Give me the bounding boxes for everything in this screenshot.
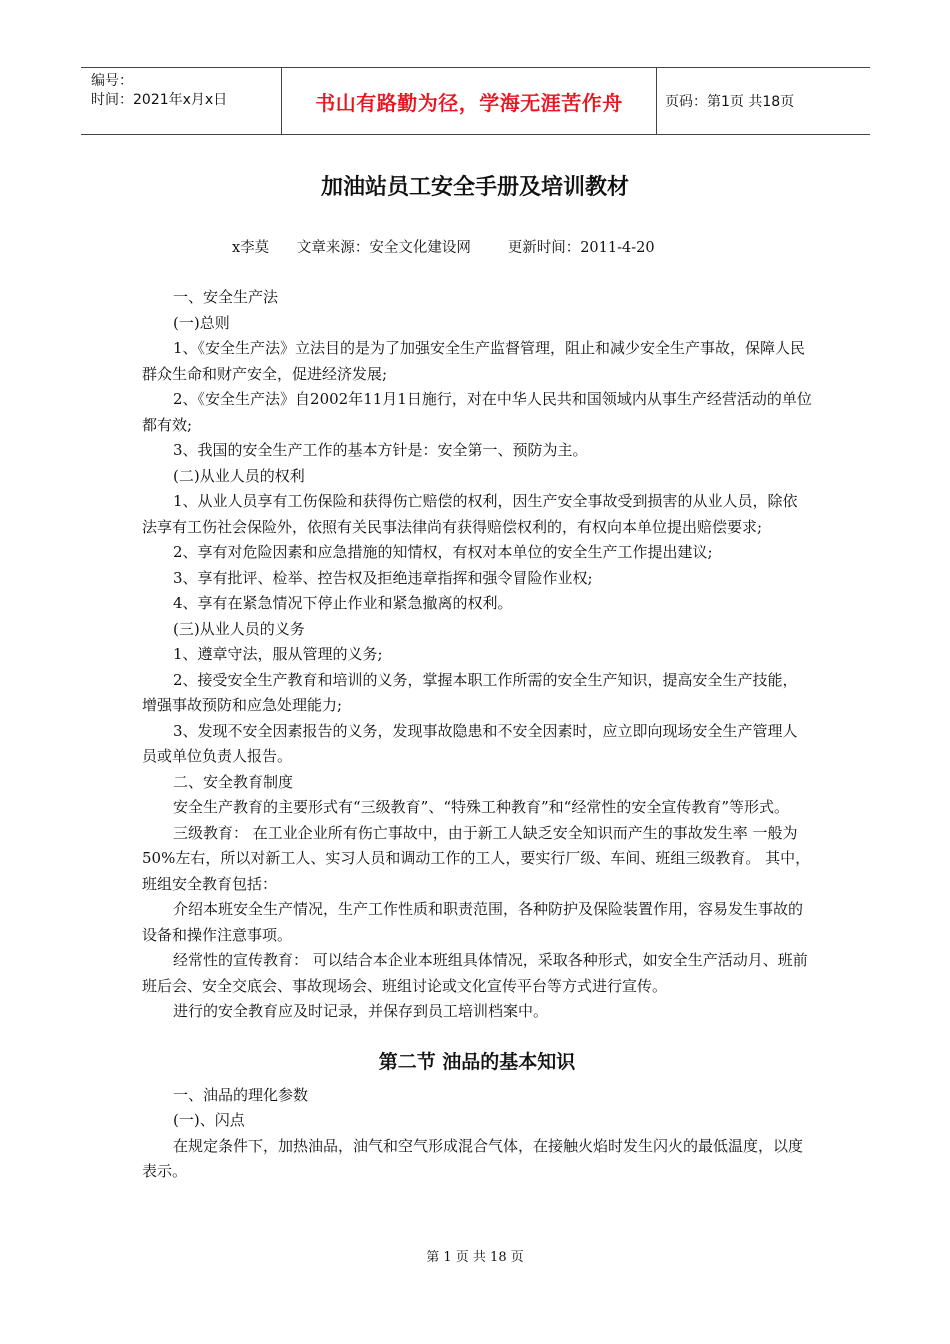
paragraph: (三)从业人员的义务 <box>173 619 305 638</box>
page-info: 页码：第1页 共18页 <box>665 94 795 110</box>
paragraph: (二)从业人员的权利 <box>173 466 305 485</box>
paragraph: 经常性的宣传教育： 可以结合本企业本班组具体情况，采取各种形式，如安全生产活动月、班前班后会、安全交底会、事故现场会、班组讨论或文化宣传平台等方式进行宣传。 <box>142 951 808 995</box>
paragraph: 3、我国的安全生产工作的基本方针是：安全第一、预防为主。 <box>173 441 588 459</box>
paragraph: 安全生产教育的主要形式有“三级教育”、“特殊工种教育”和“经常性的安全宣传教育”等形式。 <box>173 798 790 816</box>
paragraph: 1、《安全生产法》立法目的是为了加强安全生产监督管理，阻止和减少安全生产事故，保障人民群众生命和财产安全，促进经济发展; <box>142 339 806 383</box>
section-2-title: 第二节 油品的基本知识 <box>378 1050 576 1073</box>
paragraph: (一)总则 <box>173 313 230 332</box>
article-meta: x李莫 文章来源：安全文化建设网 更新时间：2011-4-20 <box>232 240 655 256</box>
paragraph: 1、遵章守法，服从管理的义务; <box>173 645 383 663</box>
motto: 书山有路勤为径，学海无涯苦作舟 <box>281 68 657 134</box>
paragraph: 在规定条件下，加热油品，油气和空气形成混合气体，在接触火焰时发生闪火的最低温度，以度表示。 <box>142 1136 804 1180</box>
paragraph: 3、发现不安全因素报告的义务，发现事故隐患和不安全因素时，应立即向现场安全生产管理人员或单位负责人报告。 <box>142 721 798 765</box>
section-1 <box>142 285 812 1025</box>
paragraph: 2、接受安全生产教育和培训的义务，掌握本职工作所需的安全生产知识，提高安全生产技能，增强事故预防和应急处理能力; <box>142 670 798 714</box>
section-2 <box>142 1083 812 1185</box>
paragraph: 2、享有对危险因素和应急措施的知情权，有权对本单位的安全生产工作提出建议; <box>173 543 713 561</box>
paragraph: 1、从业人员享有工伤保险和获得伤亡赔偿的权利，因生产安全事故受到损害的从业人员，除依法享有工伤社会保险外，依照有关民事法律尚有获得赔偿权利的，有权向本单位提出赔偿要求; <box>142 492 798 536</box>
document-title: 加油站员工安全手册及培训教材 <box>320 175 629 200</box>
header-left-cell <box>81 68 281 134</box>
paragraph: 介绍本班安全生产情况，生产工作性质和职责范围，各种防护及保险装置作用，容易发生事故的设备和操作注意事项。 <box>142 900 804 944</box>
document-body <box>142 285 812 1185</box>
header-table <box>81 67 870 135</box>
paragraph: 4、享有在紧急情况下停止作业和紧急撤离的权利。 <box>173 594 513 612</box>
paragraph: 三级教育： 在工业企业所有伤亡事故中，由于新工人缺乏安全知识而产生的事故发生率 一般为50%左右，所以对新工人、实习人员和调动工作的工人，要实行厂级、车间、班组三级教育。 其中，班组安全教育包括： <box>142 823 811 893</box>
paragraph: (一)、闪点 <box>173 1111 245 1129</box>
number-label: 编号： <box>91 73 133 89</box>
paragraph: 一、油品的理化参数 <box>173 1085 309 1104</box>
page-footer: 第 1 页 共 18 页 <box>426 1250 524 1265</box>
paragraph: 3、享有批评、检举、控告权及拒绝违章指挥和强令冒险作业权; <box>173 568 593 587</box>
paragraph: 进行的安全教育应及时记录，并保存到员工培训档案中。 <box>173 1002 549 1020</box>
paragraph: 二、安全教育制度 <box>173 772 294 791</box>
paragraph: 一、安全生产法 <box>173 288 279 306</box>
paragraph: 2、《安全生产法》自2002年11月1日施行，对在中华人民共和国领域内从事生产经营活动的单位都有效; <box>142 390 812 434</box>
time-label: 时间：2021年x月x日 <box>91 92 228 108</box>
